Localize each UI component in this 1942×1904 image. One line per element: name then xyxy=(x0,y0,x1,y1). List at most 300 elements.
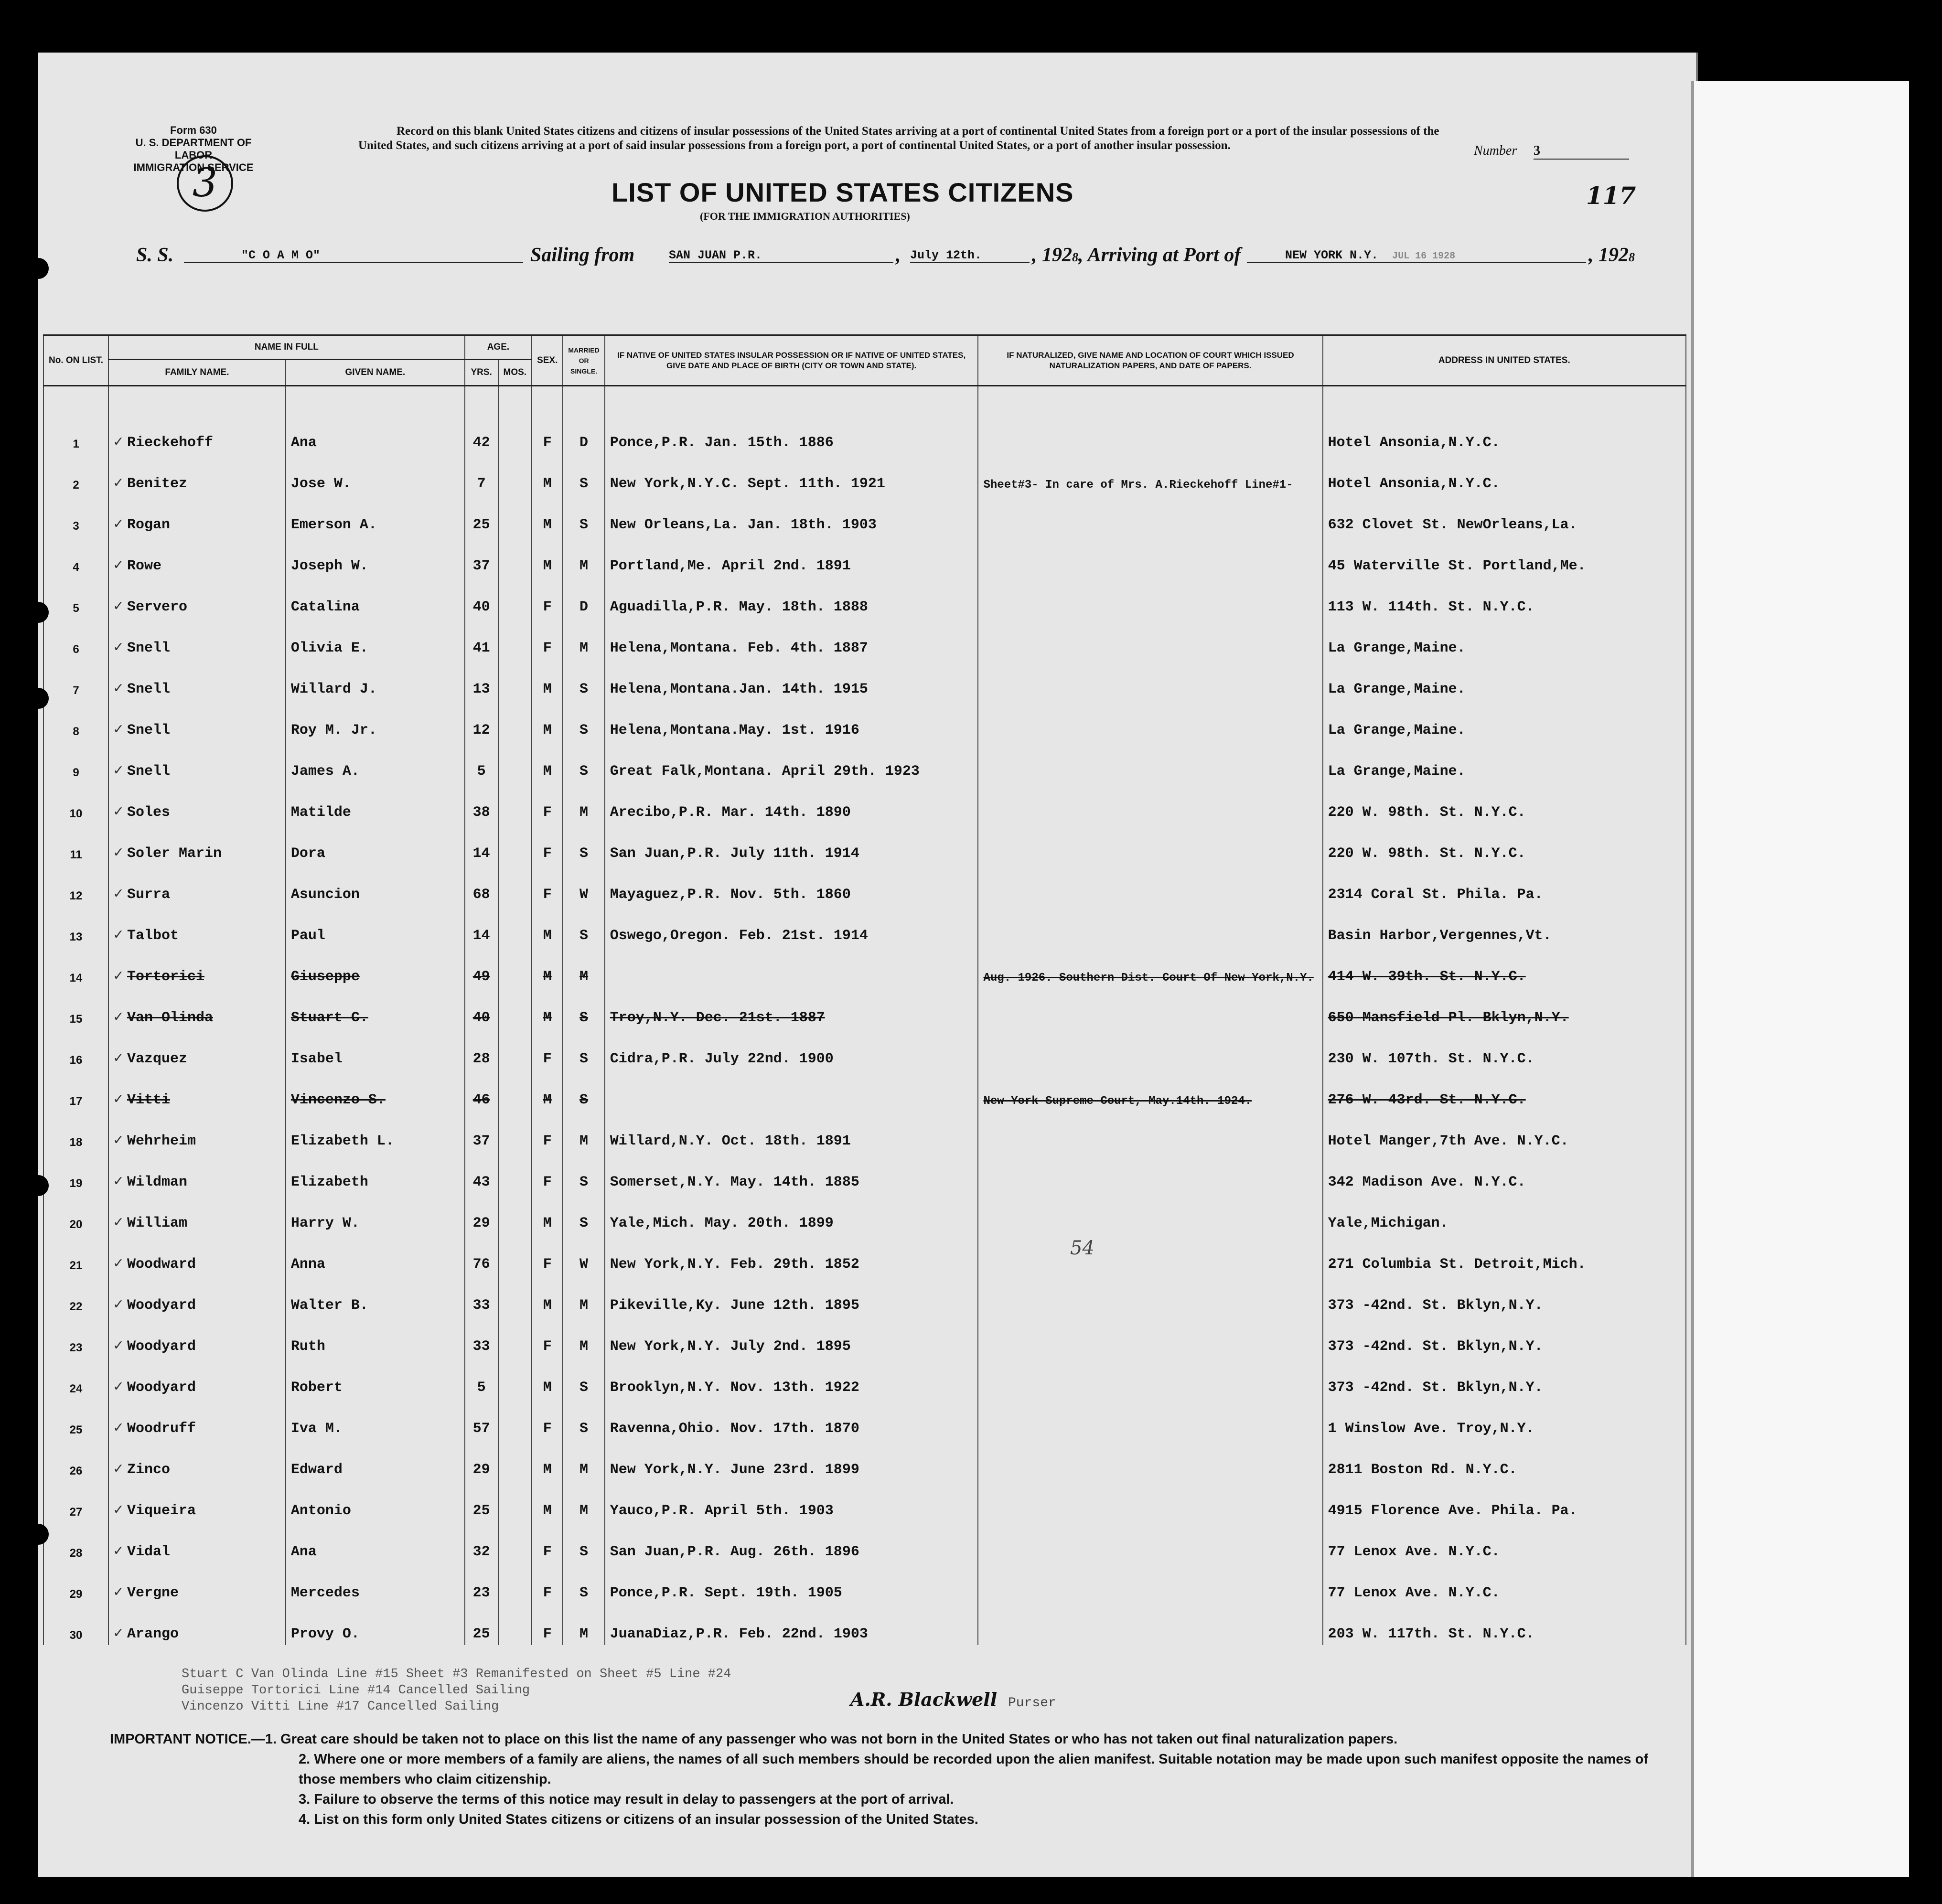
given-name-cell xyxy=(286,1070,465,1111)
age-years-cell xyxy=(465,536,498,577)
family-name: Soles xyxy=(127,804,171,821)
given-name-cell xyxy=(286,906,465,947)
birth-place-date: Helena,Montana. Feb. 4th. 1887 xyxy=(610,640,868,656)
family-name: Vitti xyxy=(127,1092,171,1108)
binder-hole xyxy=(28,1524,49,1545)
birth-place-date: Portland,Me. April 2nd. 1891 xyxy=(610,558,851,574)
address: 2811 Boston Rd. N.Y.C. xyxy=(1328,1462,1517,1478)
address: La Grange,Maine. xyxy=(1328,640,1466,656)
address: 650 Mansfield Pl. Bklyn,N.Y. xyxy=(1328,1010,1569,1026)
row-number: 28 xyxy=(69,1547,83,1560)
marital-status-cell xyxy=(563,1193,604,1234)
header-yrs: YRS. xyxy=(465,360,498,386)
naturalization-cell xyxy=(978,1193,1322,1234)
ship-name: "C O A M O" xyxy=(184,248,523,263)
marital-status: S xyxy=(579,845,589,862)
row-number: 14 xyxy=(69,972,83,984)
important-notice xyxy=(110,1729,1686,1829)
birth-place-date-cell xyxy=(605,906,978,947)
marital-status: S xyxy=(579,763,589,780)
row-number: 13 xyxy=(69,931,83,943)
marital-status: S xyxy=(579,1585,589,1601)
sailing-date: July 12th. xyxy=(910,248,1030,263)
birth-place-date: Somerset,N.Y. May. 14th. 1885 xyxy=(610,1174,859,1190)
age-years-cell xyxy=(465,454,498,495)
birth-place-date: New York,N.Y. July 2nd. 1895 xyxy=(610,1338,851,1355)
age-years-cell xyxy=(465,659,498,700)
birth-place-date: JuanaDiaz,P.R. Feb. 22nd. 1903 xyxy=(610,1626,868,1642)
birth-place-date-cell xyxy=(605,1604,978,1645)
age-years-cell xyxy=(465,577,498,618)
sailing-from: SAN JUAN P.R. xyxy=(669,248,893,263)
age-years-cell xyxy=(465,1522,498,1563)
age-years: 76 xyxy=(472,1256,490,1273)
naturalization-cell xyxy=(978,865,1322,906)
birth-place-date: Helena,Montana.May. 1st. 1916 xyxy=(610,722,859,738)
marital-status: S xyxy=(579,1215,589,1231)
binder-hole xyxy=(28,602,49,623)
marital-status-cell xyxy=(563,1070,604,1111)
marital-status: S xyxy=(579,1544,589,1560)
binder-hole xyxy=(28,1175,49,1196)
age-years-cell xyxy=(465,988,498,1029)
address-cell xyxy=(1323,1111,1686,1152)
birth-place-date-cell xyxy=(605,1234,978,1275)
header-address: ADDRESS IN UNITED STATES. xyxy=(1323,335,1686,386)
row-number: 11 xyxy=(70,848,82,861)
marital-status: M xyxy=(579,1338,589,1355)
marital-status-cell xyxy=(563,906,604,947)
given-name: Walter B. xyxy=(290,1297,368,1314)
marital-status: M xyxy=(579,804,589,821)
family-name-cell xyxy=(108,1316,286,1358)
age-months-cell xyxy=(498,1358,532,1399)
family-name-cell xyxy=(108,1111,286,1152)
address-cell xyxy=(1323,741,1686,782)
family-name: Rogan xyxy=(127,517,171,533)
birth-place-date-cell xyxy=(605,824,978,865)
family-name-cell xyxy=(108,988,286,1029)
age-months-cell xyxy=(498,454,532,495)
binder-hole xyxy=(28,258,49,279)
naturalization-cell xyxy=(978,1316,1322,1358)
row-number: 6 xyxy=(73,643,79,656)
given-name: Vincenzo S. xyxy=(290,1092,386,1108)
family-name-cell xyxy=(108,1193,286,1234)
sex: F xyxy=(543,640,552,656)
table-row xyxy=(43,536,1686,577)
given-name: Asuncion xyxy=(290,887,360,903)
naturalization-cell xyxy=(978,1604,1322,1645)
row-number: 27 xyxy=(69,1506,83,1519)
family-name: Soler Marin xyxy=(127,845,222,862)
naturalization: New York Supreme Court, May.14th. 1924. xyxy=(983,1095,1252,1108)
address-cell xyxy=(1323,824,1686,865)
family-name-cell xyxy=(108,865,286,906)
family-name: Woodyard xyxy=(127,1297,196,1314)
marital-status-cell xyxy=(563,1275,604,1316)
marital-status-cell xyxy=(563,1111,604,1152)
age-years-cell xyxy=(465,906,498,947)
check-mark-icon: ✓ xyxy=(114,639,123,656)
check-mark-icon: ✓ xyxy=(114,967,123,985)
table-row xyxy=(43,454,1686,495)
check-mark-icon: ✓ xyxy=(114,721,123,738)
age-years-cell xyxy=(465,782,498,824)
given-name: Joseph W. xyxy=(290,558,368,574)
given-name: Mercedes xyxy=(290,1585,360,1601)
check-mark-icon: ✓ xyxy=(114,844,123,862)
sex: M xyxy=(543,517,552,533)
table-row xyxy=(43,782,1686,824)
family-name-cell xyxy=(108,1234,286,1275)
age-months-cell xyxy=(498,618,532,659)
sex-cell xyxy=(532,1193,563,1234)
row-number: 19 xyxy=(69,1177,83,1190)
address-cell xyxy=(1323,906,1686,947)
notice-item-3: 3. Failure to observe the terms of this notice may result in delay to passengers at the port of arrival. xyxy=(299,1792,954,1807)
address-cell xyxy=(1323,1522,1686,1563)
naturalization: Aug. 1926. Southern Dist. Court Of New York,N.Y. xyxy=(983,972,1314,984)
sex: F xyxy=(543,435,552,451)
naturalization-cell xyxy=(978,906,1322,947)
address: 271 Columbia St. Detroit,Mich. xyxy=(1328,1256,1586,1273)
family-name: Snell xyxy=(127,640,171,656)
address: 77 Lenox Ave. N.Y.C. xyxy=(1328,1544,1500,1560)
family-name-cell xyxy=(108,1481,286,1522)
naturalization-cell xyxy=(978,700,1322,741)
birth-place-date-cell xyxy=(605,988,978,1029)
age-years-cell xyxy=(465,495,498,536)
birth-place-date-cell xyxy=(605,1316,978,1358)
age-years-cell xyxy=(465,700,498,741)
age-years-cell xyxy=(465,1275,498,1316)
sex-cell xyxy=(532,1029,563,1070)
table-row xyxy=(43,824,1686,865)
age-months-cell xyxy=(498,947,532,988)
family-name: Servero xyxy=(127,599,188,615)
sex: F xyxy=(543,887,552,903)
manifest-sheet: Form 630 U. S. DEPARTMENT OF LABOR IMMIGRATION SERVICE 3 Record on this blank United States citizens and citizens of insular possessions of the United States arriving at a port of continental United States from a foreign port or a port of the insular possessions of the United States, and such citizens arriving at a port of said insular possessions from a foreign port, a port of continental United States, or a port of another insular possession. Number 3 117 LIST OF UNITED STATES CITIZENS (FOR THE IMMIGRATION AUTHORITIES) S. S. "C O A M O" Sailing from SAN JUAN P.R. , July 12th. , 1928, Arriving at Port of NEW YORK N.Y. JUL 16 1928 , 1928 No. ON LIST. NAME IN FULL AGE. SEX. MARRIED OR SINGLE. IF NATIVE OF UNITED STATES INSULAR POSSESSION OR IF NATIVE OF UNITED STATES, GIVE DATE AND PLACE OF BIRTH (CITY OR TOWN AND STATE). IF NATURALIZED, GIVE NAME AND LOCATION OF COURT WHICH ISSUED NATURALIZATION PAPERS, AND DATE OF PAPERS. ADDRESS IN UNITED STATES. FAMILY NAME. GIVEN NAME. YRS. MOS. 1 ✓ Rieckehoff Ana 42 F D Ponce,P.R. Jan. 15th. 1886 Hotel Ansonia,N.Y.C. 2 ✓ Benitez Jose W. 7 M S New York,N.Y.C. Sept. 11th. 1921 Sheet#3- In care of Mrs. A.Rieckehoff Line#1- Hotel Ansonia,N.Y.C. 3 ✓ Rogan Emerson A. 25 M S New Orleans,La. Jan. 18th. 1903 632 Clovet St. NewOrleans,La. 4 ✓ Rowe Joseph W. 37 M M Portland,Me. April 2nd. 1891 45 Waterville St. Portland,Me. 5 ✓ Servero Catalina 40 F D Aguadilla,P.R. May. 18th. 1888 113 W. 114th. St. N.Y.C. 6 ✓ Snell Olivia E. 41 F M Helena,Montana. Feb. 4th. 1887 La Grange,Maine. 7 ✓ Snell Willard J. 13 M S Helena,Montana.Jan. 14th. 1915 La Grange,Maine. 8 ✓ Snell Roy M. Jr. 12 M S Helena,Montana.May. 1st. 1916 La Grange,Maine. 9 ✓ Snell James A. 5 M S Great Falk,Montana. April 29th. 1923 La Grange,Maine. 10 ✓ Soles Matilde 38 F M Arecibo,P.R. Mar. 14th. 1890 220 W. 98th. St. N.Y.C. 11 ✓ Soler Marin Dora 14 F S San Juan,P.R. July 11th. 1914 220 W. 98th. St. N.Y.C. 12 ✓ Surra Asuncion 68 F W Mayaguez,P.R. Nov. 5th. 1860 2314 Coral St. Phila. Pa. 13 ✓ Talbot Paul 14 M S Oswego,Oregon. Feb. 21st. 1914 Basin Harbor,Vergennes,Vt. 14 ✓ Tortorici Giuseppe 49 M M Aug. 1926. Southern Dist. Court Of New York,N.Y. 414 W. 39th. St. N.Y.C. 15 ✓ Van Olinda Stuart C. 40 M S Troy,N.Y. Dec. 21st. 1887 650 Mansfield Pl. Bklyn,N.Y. 16 ✓ Vazquez Isabel 28 F S Cidra,P.R. July 22nd. 1900 230 W. 107th. St. N.Y.C. 17 ✓ Vitti Vincenzo S. 46 M S New York Supreme Court, May.14th. 1924. 276 W. 43rd. St. N.Y.C. 18 ✓ Wehrheim Elizabeth L. 37 F M Willard,N.Y. Oct. 18th. 1891 Hotel Manger,7th Ave. N.Y.C. 19 ✓ Wildman Elizabeth 43 F S Somerset,N.Y. May. 14th. 1885 342 Madison Ave. N.Y.C. 20 ✓ William Harry W. 29 M S Yale,Mich. May. 20th. 1899 Yale,Michigan. 21 ✓ Woodward Anna 76 F W New York,N.Y. Feb. 29th. 1852 271 Columbia St. Detroit,Mich. 22 ✓ Woodyard Walter B. 33 M M Pikeville,Ky. June 12th. 1895 373 -42nd. St. Bklyn,N.Y. 23 ✓ Woodyard Ruth 33 F M New York,N.Y. July 2nd. 1895 373 -42nd. St. Bklyn,N.Y. 24 ✓ Woodyard Robert 5 M S Brooklyn,N.Y. Nov. 13th. 1922 373 -42nd. St. Bklyn,N.Y. 25 ✓ Woodruff Iva M. 57 F S Ravenna,Ohio. Nov. 17th. 1870 1 Winslow Ave. Troy,N.Y. 26 ✓ Zinco Edward 29 M M New York,N.Y. June 23rd. 1899 2811 Boston Rd. N.Y.C. 27 ✓ Viqueira Antonio 25 M M Yauco,P.R. April 5th. 1903 4915 Florence Ave. Phila. Pa. 28 ✓ Vidal Ana 32 F S San Juan,P.R. Aug. 26th. 1896 77 Lenox Ave. N.Y.C. 29 ✓ Vergne Mercedes 23 F S Ponce,P.R. Sept. 19th. 1905 77 Lenox Ave. N.Y.C. 30 ✓ Arango Provy O. 25 F M JuanaDiaz,P.R. Feb. 22nd. 1903 203 W. 117th. St. N.Y.C. 54 Stuart C Van Olinda Line #15 Sheet #3 Remanifested on Sheet #5 Line #24 Guiseppe Tortorici Line #14 Cancelled Sailing Vincenzo Vitti Line #17 Cancelled Sailing A.R. Blackwell Purser IMPORTANT NOTICE.—1. Great care should be taken not to place on this list the name of any passenger who was not born in the United States or who has not taken out final naturalization papers. 2. Where one or more members of a family are aliens, the names of all such members should be recorded upon the alien manifest. Suitable notation may be made upon such manifest opposite the names of those members who claim citizenship. 3. Failure to observe the terms of this notice may result in delay to passengers at the port of arrival. 4. List on this form only United States citizens or citizens of an insular possession of the United States. xyxy=(38,53,1698,1877)
given-name: Provy O. xyxy=(290,1626,360,1642)
sex: M xyxy=(543,1010,552,1026)
birth-place-date: New York,N.Y. Feb. 29th. 1852 xyxy=(610,1256,859,1273)
naturalization-cell xyxy=(978,988,1322,1029)
sex: M xyxy=(543,476,552,492)
given-name: Antonio xyxy=(290,1503,351,1519)
address-cell xyxy=(1323,386,1686,454)
family-name-cell xyxy=(108,536,286,577)
naturalization-cell xyxy=(978,1522,1322,1563)
row-number: 8 xyxy=(73,725,79,738)
birth-place-date: New York,N.Y. June 23rd. 1899 xyxy=(610,1462,859,1478)
family-name: Woodyard xyxy=(127,1380,196,1396)
age-months-cell xyxy=(498,1193,532,1234)
family-name-cell xyxy=(108,618,286,659)
naturalization-cell xyxy=(978,1234,1322,1275)
age-years: 12 xyxy=(472,722,490,738)
age-months-cell xyxy=(498,577,532,618)
notice-item-1: 1. Great care should be taken not to place on this list the name of any passenger who was not born in the United States or who has not taken out final naturalization papers. xyxy=(265,1732,1398,1747)
age-months-cell xyxy=(498,536,532,577)
age-months-cell xyxy=(498,782,532,824)
family-name-cell xyxy=(108,741,286,782)
check-mark-icon: ✓ xyxy=(114,1132,123,1149)
table-row xyxy=(43,741,1686,782)
sex-cell xyxy=(532,947,563,988)
given-name: Ana xyxy=(290,435,317,451)
naturalization-cell xyxy=(978,1563,1322,1604)
age-months-cell xyxy=(498,1152,532,1193)
sex-cell xyxy=(532,386,563,454)
table-row xyxy=(43,1481,1686,1522)
given-name-cell xyxy=(286,1234,465,1275)
naturalization-cell xyxy=(978,577,1322,618)
row-number: 18 xyxy=(69,1136,83,1149)
row-number: 26 xyxy=(69,1465,83,1477)
check-mark-icon: ✓ xyxy=(114,1583,123,1601)
row-number: 29 xyxy=(69,1588,83,1601)
birth-place-date-cell xyxy=(605,700,978,741)
table-row xyxy=(43,1399,1686,1440)
page-subtitle: (FOR THE IMMIGRATION AUTHORITIES) xyxy=(700,210,910,222)
arrival-stamp: JUL 16 1928 xyxy=(1392,251,1456,262)
service-name: IMMIGRATION SERVICE xyxy=(133,161,254,173)
age-months-cell xyxy=(498,495,532,536)
address: 113 W. 114th. St. N.Y.C. xyxy=(1328,599,1534,615)
given-name-cell xyxy=(286,1358,465,1399)
given-name: Jose W. xyxy=(290,476,351,492)
sex: M xyxy=(543,928,552,944)
table-row xyxy=(43,1111,1686,1152)
address-cell xyxy=(1323,1029,1686,1070)
age-months-cell xyxy=(498,824,532,865)
check-mark-icon: ✓ xyxy=(114,1008,123,1026)
sex: F xyxy=(543,1544,552,1560)
naturalization-cell xyxy=(978,536,1322,577)
check-mark-icon: ✓ xyxy=(114,1049,123,1067)
given-name-cell xyxy=(286,1111,465,1152)
naturalization-cell xyxy=(978,386,1322,454)
address-cell xyxy=(1323,1563,1686,1604)
birth-place-date: Ponce,P.R. Sept. 19th. 1905 xyxy=(610,1585,842,1601)
marital-status: S xyxy=(579,1092,589,1108)
purser-signature: A.R. Blackwell xyxy=(850,1689,998,1710)
given-name: Paul xyxy=(290,928,325,944)
given-name: Giuseppe xyxy=(290,969,360,985)
age-years-cell xyxy=(465,1481,498,1522)
naturalization-cell xyxy=(978,741,1322,782)
address: 276 W. 43rd. St. N.Y.C. xyxy=(1328,1092,1526,1108)
check-mark-icon: ✓ xyxy=(114,803,123,821)
sex-cell xyxy=(532,1111,563,1152)
sex-cell xyxy=(532,536,563,577)
address-cell xyxy=(1323,659,1686,700)
row-number-cell xyxy=(43,1029,108,1070)
table-row xyxy=(43,1563,1686,1604)
marital-status: M xyxy=(579,1626,589,1642)
birth-place-date-cell xyxy=(605,1358,978,1399)
row-number-cell xyxy=(43,865,108,906)
given-name: Ruth xyxy=(290,1338,325,1355)
sex: F xyxy=(543,845,552,862)
sex-cell xyxy=(532,741,563,782)
marital-status-cell xyxy=(563,865,604,906)
birth-place-date: Arecibo,P.R. Mar. 14th. 1890 xyxy=(610,804,851,821)
address: 230 W. 107th. St. N.Y.C. xyxy=(1328,1051,1534,1067)
age-years-cell xyxy=(465,386,498,454)
ss-label: S. S. xyxy=(136,244,174,266)
purser-label: Purser xyxy=(1008,1696,1056,1711)
birth-place-date-cell xyxy=(605,495,978,536)
address-cell xyxy=(1323,1440,1686,1481)
sex: F xyxy=(543,1585,552,1601)
given-name-cell xyxy=(286,495,465,536)
family-name: Zinco xyxy=(127,1462,171,1478)
given-name-cell xyxy=(286,1152,465,1193)
age-years: 49 xyxy=(472,969,490,985)
check-mark-icon: ✓ xyxy=(114,515,123,533)
marital-status: S xyxy=(579,1051,589,1067)
table-row xyxy=(43,1275,1686,1316)
age-months-cell xyxy=(498,1234,532,1275)
row-number: 2 xyxy=(73,479,79,492)
given-name-cell xyxy=(286,1481,465,1522)
birth-place-date: San Juan,P.R. Aug. 26th. 1896 xyxy=(610,1544,859,1560)
marital-status-cell xyxy=(563,1234,604,1275)
family-name-cell xyxy=(108,1522,286,1563)
address: Basin Harbor,Vergennes,Vt. xyxy=(1328,928,1552,944)
birth-place-date-cell xyxy=(605,659,978,700)
marital-status: S xyxy=(579,1380,589,1396)
address-cell xyxy=(1323,865,1686,906)
binder-hole xyxy=(28,688,49,709)
marital-status: M xyxy=(579,1133,589,1149)
age-years: 41 xyxy=(472,640,490,656)
sex: M xyxy=(543,1462,552,1478)
given-name: Olivia E. xyxy=(290,640,368,656)
age-years: 40 xyxy=(472,1010,490,1026)
family-name: Viqueira xyxy=(127,1503,196,1519)
given-name-cell xyxy=(286,659,465,700)
check-mark-icon: ✓ xyxy=(114,1214,123,1231)
family-name-cell xyxy=(108,1358,286,1399)
table-row xyxy=(43,1070,1686,1111)
footnote-3: Vincenzo Vitti Line #17 Cancelled Sailing xyxy=(182,1700,499,1714)
check-mark-icon: ✓ xyxy=(114,926,123,944)
department-name: U. S. DEPARTMENT OF LABOR xyxy=(135,137,252,161)
marital-status: M xyxy=(579,558,589,574)
marital-status-cell xyxy=(563,824,604,865)
check-mark-icon: ✓ xyxy=(114,474,123,492)
table-row xyxy=(43,659,1686,700)
family-name-cell xyxy=(108,782,286,824)
given-name-cell xyxy=(286,454,465,495)
age-years-cell xyxy=(465,618,498,659)
sex-cell xyxy=(532,1316,563,1358)
marital-status-cell xyxy=(563,495,604,536)
family-name: Surra xyxy=(127,887,171,903)
marital-status: D xyxy=(579,435,589,451)
address: Hotel Manger,7th Ave. N.Y.C. xyxy=(1328,1133,1569,1149)
form-number: Form 630 xyxy=(170,124,217,136)
age-years: 5 xyxy=(477,1380,486,1396)
row-number-cell xyxy=(43,1604,108,1645)
sex-cell xyxy=(532,700,563,741)
family-name: Woodward xyxy=(127,1256,196,1273)
marital-status-cell xyxy=(563,659,604,700)
age-years: 29 xyxy=(472,1462,490,1478)
header-sex: SEX. xyxy=(532,335,563,386)
marital-status: M xyxy=(579,1297,589,1314)
age-years: 23 xyxy=(472,1585,490,1601)
birth-place-date: Brooklyn,N.Y. Nov. 13th. 1922 xyxy=(610,1380,859,1396)
birth-place-date: Helena,Montana.Jan. 14th. 1915 xyxy=(610,681,868,697)
given-name: Robert xyxy=(290,1380,343,1396)
birth-place-date-cell xyxy=(605,741,978,782)
family-name: Vergne xyxy=(127,1585,179,1601)
sex: M xyxy=(543,1297,552,1314)
birth-place-date-cell xyxy=(605,536,978,577)
given-name-cell xyxy=(286,782,465,824)
sex-cell xyxy=(532,495,563,536)
marital-status-cell xyxy=(563,386,604,454)
table-row xyxy=(43,1316,1686,1358)
address-cell xyxy=(1323,1152,1686,1193)
address-cell xyxy=(1323,577,1686,618)
naturalization-cell xyxy=(978,1399,1322,1440)
page-number: 117 xyxy=(1586,182,1636,210)
sex-cell xyxy=(532,906,563,947)
row-number-cell xyxy=(43,824,108,865)
check-mark-icon: ✓ xyxy=(114,1625,123,1642)
given-name-cell xyxy=(286,741,465,782)
table-row xyxy=(43,1358,1686,1399)
number-label: Number xyxy=(1474,143,1517,158)
address: 414 W. 39th. St. N.Y.C. xyxy=(1328,969,1526,985)
age-years-cell xyxy=(465,947,498,988)
age-years-cell xyxy=(465,1316,498,1358)
row-number-cell xyxy=(43,1522,108,1563)
family-name-cell xyxy=(108,1440,286,1481)
marital-status-cell xyxy=(563,1522,604,1563)
address: Hotel Ansonia,N.Y.C. xyxy=(1328,476,1500,492)
header-name-in-full: NAME IN FULL xyxy=(108,335,465,360)
table-row xyxy=(43,495,1686,536)
sex: M xyxy=(543,969,552,985)
age-months-cell xyxy=(498,1563,532,1604)
address: 1 Winslow Ave. Troy,N.Y. xyxy=(1328,1421,1534,1437)
address: 45 Waterville St. Portland,Me. xyxy=(1328,558,1586,574)
check-mark-icon: ✓ xyxy=(114,680,123,697)
row-number: 9 xyxy=(73,766,79,779)
marital-status-cell xyxy=(563,1563,604,1604)
marital-status: M xyxy=(579,1462,589,1478)
age-years: 5 xyxy=(477,763,486,780)
arriving-label: , Arriving at Port of xyxy=(1078,244,1241,266)
address-cell xyxy=(1323,700,1686,741)
table-row xyxy=(43,906,1686,947)
sex: M xyxy=(543,722,552,738)
table-row xyxy=(43,1522,1686,1563)
birth-place-date-cell xyxy=(605,1563,978,1604)
given-name-cell xyxy=(286,1029,465,1070)
family-name-cell xyxy=(108,1275,286,1316)
year-suffix-2: 8 xyxy=(1629,250,1635,264)
sailing-label: Sailing from xyxy=(530,244,635,266)
given-name: Willard J. xyxy=(290,681,377,697)
sex-cell xyxy=(532,1070,563,1111)
